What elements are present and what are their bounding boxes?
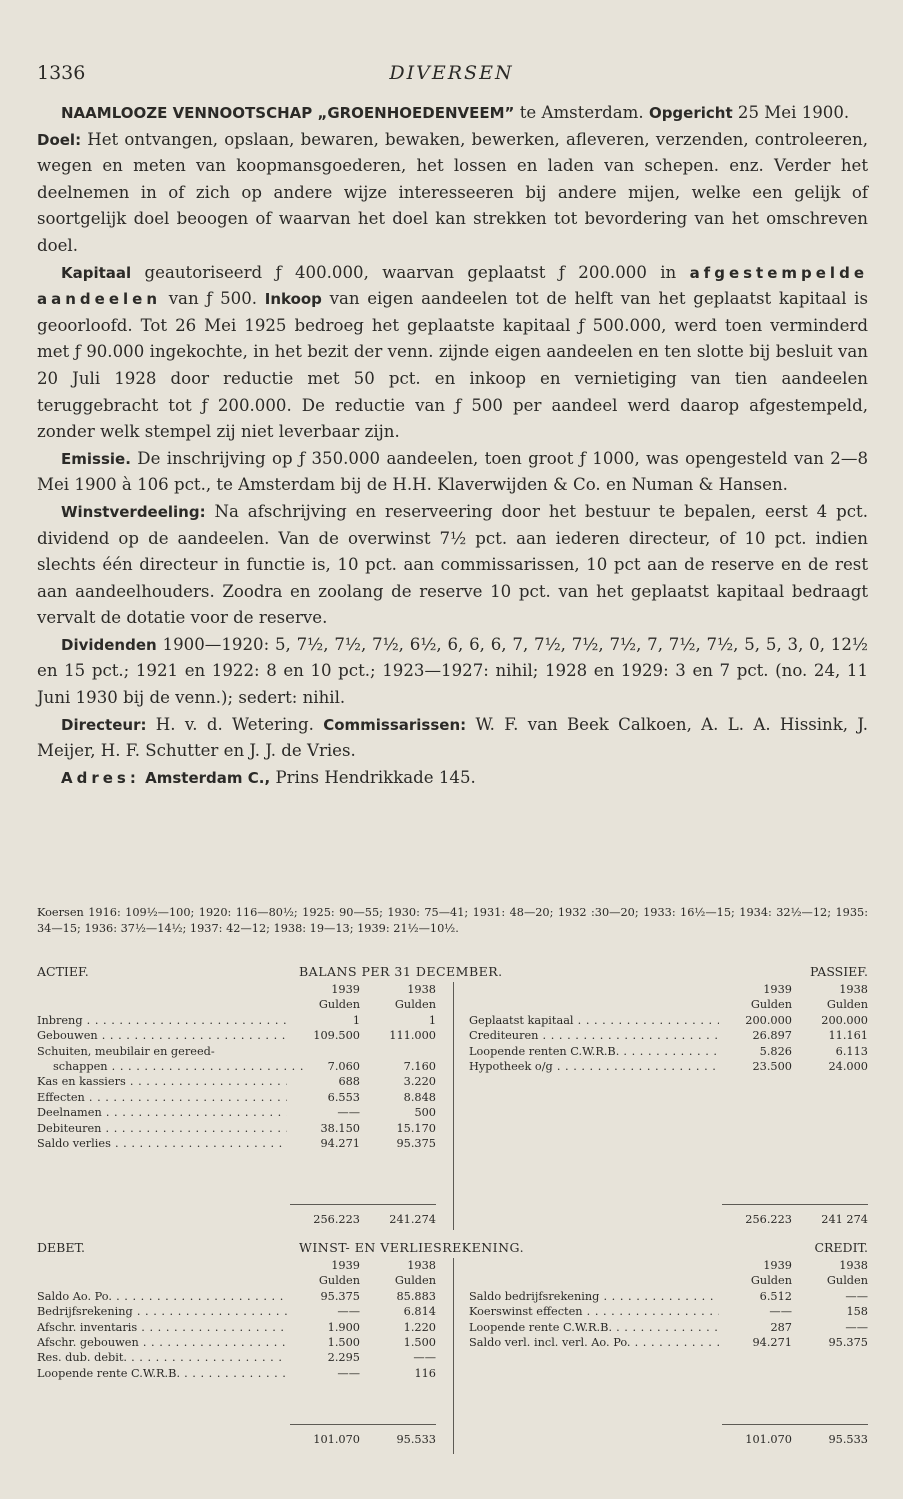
actief-row-value-1939: 109.500 (313, 1029, 360, 1043)
actief-row-value-1939: —— (337, 1106, 360, 1120)
actief-rows (37, 1013, 437, 1152)
debet-year-1939: 1939 (331, 1259, 360, 1272)
winst-divider (453, 1258, 454, 1454)
debet-row-value-1938: —— (413, 1351, 436, 1365)
actief-row-label: Debiteuren . . . (37, 1121, 287, 1136)
debet-row-label: Afschr. inventaris . . . (37, 1320, 287, 1335)
page-number: 1336 (37, 62, 86, 84)
actief-row (37, 1074, 437, 1089)
section-title: DIVERSEN (389, 62, 514, 84)
kapitaal-text-1: geautoriseerd ƒ 400.000, waarvan geplaatst ƒ 200.000 in (144, 262, 677, 282)
balans-table (37, 964, 868, 1232)
actief-row-value-1938: 95.375 (396, 1136, 436, 1150)
debet-row-label: Bedrijfsrekening . . . (37, 1304, 287, 1319)
actief-row-value-1939: 688 (338, 1075, 360, 1089)
emissie-text: De inschrijving op ƒ 350.000 aandeelen, toen groot ƒ 1000, was opengesteld van 2—8 Mei 1900 à 106 pct., te Amsterdam bij de H.H. Klaverwijden & Co. en Numan & Hansen. (37, 448, 869, 495)
actief-row-value-1938: 500 (414, 1106, 436, 1120)
winst-table (37, 1240, 868, 1458)
passief-row-label: Geplaatst kapitaal . . . (469, 1013, 719, 1028)
credit-year-1938: 1938 (839, 1259, 868, 1272)
debet-total-1939: 101.070 (313, 1433, 360, 1446)
passief-row-label: Crediteuren . . . (469, 1028, 719, 1043)
doel-label: Doel: (37, 130, 82, 149)
actief-row (37, 1013, 437, 1028)
actief-row (37, 1105, 437, 1120)
adres-city: Amsterdam C., (145, 768, 271, 787)
debet-unit-1938: Gulden (394, 1274, 436, 1288)
debet-side (37, 1258, 437, 1381)
actief-year-row (37, 982, 437, 997)
actief-row (37, 1028, 437, 1043)
adres-paragraph (37, 765, 868, 792)
credit-total-1938: 95.533 (828, 1433, 868, 1446)
actief-row-label: Deelnamen . . . (37, 1105, 287, 1120)
dividenden-label: Dividenden (61, 635, 157, 654)
commissarissen-text: W. F. van Beek Calkoen, A. L. A. Hissink, J. Meijer, H. F. Schutter en J. J. de Vries. (37, 714, 868, 761)
passief-unit-1939: Gulden (750, 998, 792, 1012)
actief-row (37, 1121, 437, 1136)
debet-row-value-1939: 1.900 (327, 1320, 360, 1334)
passief-year-1938: 1938 (839, 983, 868, 996)
debet-row (37, 1366, 437, 1381)
balans-divider (453, 982, 454, 1230)
passief-row (469, 1044, 868, 1059)
debet-row-value-1939: 1.500 (327, 1335, 360, 1349)
credit-row-label: Saldo verl. incl. verl. Ao. Po. . . . (469, 1335, 719, 1350)
actief-row-value-1939: 7.060 (327, 1059, 360, 1073)
debet-row-label: Afschr. gebouwen . . . (37, 1335, 287, 1350)
koersen-line: Koersen 1916: 109½—100; 1920: 116—80½; 1925: 90—55; 1930: 75—41; 1931: 48—20; 1932 :30—20; 1933: 16½—15; 1934: 32½—12; 1935: 34—15; 1936: 37½—14½; 1937: 42—12; 1938: 19—13; 1939: 21½—10½. (37, 906, 868, 935)
credit-row-value-1938: 158 (846, 1305, 868, 1319)
kapitaal-text-2: van ƒ 500. (168, 289, 258, 309)
debet-row-value-1938: 116 (414, 1366, 436, 1380)
credit-year-1939: 1939 (763, 1259, 792, 1272)
winst-right-title: CREDIT. (814, 1240, 868, 1255)
debet-row-value-1939: —— (337, 1305, 360, 1319)
actief-total-1939: 256.223 (313, 1213, 360, 1226)
emissie-label: Emissie. (61, 449, 131, 468)
passief-row-value-1939: 26.897 (752, 1029, 792, 1043)
credit-year-row (469, 1258, 868, 1273)
inkoop-label: Inkoop (264, 290, 322, 309)
credit-row-value-1939: 287 (770, 1320, 792, 1334)
debet-rows (37, 1289, 437, 1381)
debet-row-value-1938: 1.500 (403, 1335, 436, 1349)
company-name: NAAMLOOZE VENNOOTSCHAP „GROENHOEDENVEEM” (61, 104, 515, 122)
credit-total-1939: 101.070 (745, 1433, 792, 1446)
debet-row (37, 1335, 437, 1350)
winst-columns (37, 1258, 868, 1458)
actief-total-1938: 241.274 (389, 1213, 436, 1226)
dividenden-text: 1900—1920: 5, 7½, 7½, 7½, 6½, 6, 6, 6, 7, 7½, 7½, 7½, 7, 7½, 7½, 5, 5, 3, 0, 12½ en 15 pct.; 1921 en 1922: 8 en 10 pct.; 1923—1927: nihil; 1928 en 1929: 3 en 7 pct. (no. 24, 11 Juni 1930 bij de venn.); sedert: nihil. (37, 634, 868, 708)
actief-row-label: Saldo verlies . . . (37, 1136, 287, 1151)
credit-row-label: Koerswinst effecten . . . (469, 1304, 719, 1319)
passief-row-value-1938: 200.000 (821, 1013, 868, 1027)
passief-row-value-1938: 11.161 (828, 1029, 868, 1043)
credit-row-value-1939: —— (769, 1305, 792, 1319)
debet-row-value-1938: 85.883 (396, 1289, 436, 1303)
passief-unit-row (469, 997, 868, 1012)
balans-center-title: BALANS PER 31 DECEMBER. (299, 964, 503, 979)
adres-street: Prins Hendrikkade 145. (275, 767, 476, 787)
doel-text: Het ontvangen, opslaan, bewaren, bewaken, bewerken, afleveren, verzenden, controleeren, wegen en meten van koopmansgoederen, het lossen en laden van schepen. enz. Verder het deelnemen in of zich op andere wijze interesseeren bij andere mijen, welke een gelijk of soortgelijk doel beoogen of waarvan het doel kan strekken tot bevordering van het omschreven doel. (37, 129, 868, 255)
actief-unit-row (37, 997, 437, 1012)
debet-row-label: Loopende rente C.W.R.B. . . . (37, 1366, 287, 1381)
actief-row-value-1938: 15.170 (396, 1121, 436, 1135)
actief-row (37, 1059, 437, 1074)
actief-year-1938: 1938 (407, 983, 436, 996)
directeur-label: Directeur: (61, 715, 147, 734)
actief-unit-1938: Gulden (394, 998, 436, 1012)
winst-left-title: DEBET. (37, 1240, 85, 1255)
actief-row-label: schappen . . . (37, 1059, 303, 1074)
winst-header (37, 1240, 868, 1258)
actief-row-value-1939: 94.271 (320, 1136, 360, 1150)
actief-row-value-1939: 1 (352, 1013, 360, 1027)
debet-row-value-1939: 2.295 (327, 1351, 360, 1365)
actief-row-value-1938: 3.220 (403, 1075, 436, 1089)
actief-row-value-1938: 1 (428, 1013, 436, 1027)
winst-text: Na afschrijving en reserveering door het bestuur te bepalen, eerst 4 pct. dividend op de aandeelen. Van de overwinst 7½ pct. aan iederen directeur, of 10 pct. indien slechts één directeur in functie is, 10 pct. aan commissarissen, 10 pct aan de reserve en de rest aan aandeelhouders. Zoodra en zoolang de reserve 10 pct. van het geplaatst kapitaal bedraagt vervalt de dotatie voor de reserve. (37, 501, 868, 628)
actief-row (37, 1044, 437, 1059)
passief-unit-1938: Gulden (826, 998, 868, 1012)
credit-row-value-1939: 6.512 (759, 1289, 792, 1303)
debet-year-1938: 1938 (407, 1259, 436, 1272)
credit-row (469, 1304, 868, 1319)
commissarissen-label: Commissarissen: (323, 715, 467, 734)
credit-rows (469, 1289, 868, 1351)
winst-paragraph (37, 499, 868, 632)
actief-row-value-1939: 38.150 (320, 1121, 360, 1135)
actief-row-label: Schuiten, meubilair en gereed- (37, 1044, 215, 1058)
debet-row-value-1938: 6.814 (403, 1305, 436, 1319)
debet-total-rule (290, 1424, 436, 1425)
credit-unit-1938: Gulden (826, 1274, 868, 1288)
credit-row (469, 1320, 868, 1335)
debet-row (37, 1304, 437, 1319)
passief-total-1939: 256.223 (745, 1213, 792, 1226)
credit-row-label: Saldo bedrijfsrekening . . . (469, 1289, 719, 1304)
actief-side (37, 982, 437, 1151)
debet-row-value-1938: 1.220 (403, 1320, 436, 1334)
credit-row-value-1938: —— (845, 1289, 868, 1303)
debet-total-1938: 95.533 (396, 1433, 436, 1446)
passief-row-value-1939: 200.000 (745, 1013, 792, 1027)
kapitaal-label: Kapitaal (61, 263, 132, 282)
passief-rows (469, 1013, 868, 1075)
debet-row-label: Res. dub. debit. . . . (37, 1350, 287, 1365)
debet-row (37, 1350, 437, 1365)
company-entry (37, 100, 868, 791)
balans-header (37, 964, 868, 982)
actief-row-label: Effecten . . . (37, 1090, 287, 1105)
adres-label: Adres: (61, 768, 140, 787)
credit-row-value-1938: 95.375 (828, 1335, 868, 1349)
actief-row-label: Inbreng . . . (37, 1013, 287, 1028)
passief-row (469, 1059, 868, 1074)
passief-side (469, 982, 868, 1074)
dividenden-paragraph (37, 632, 868, 712)
bestuur-paragraph (37, 712, 868, 765)
credit-total-rule (722, 1424, 868, 1425)
actief-row-value-1938: 111.000 (389, 1029, 436, 1043)
balans-right-title: PASSIEF. (810, 964, 868, 979)
directeur-text: H. v. d. Wetering. (155, 714, 314, 734)
debet-unit-row (37, 1273, 437, 1288)
actief-row-value-1938: 7.160 (403, 1059, 436, 1073)
passief-row (469, 1028, 868, 1043)
passief-total-1938: 241 274 (821, 1213, 868, 1226)
credit-unit-1939: Gulden (750, 1274, 792, 1288)
passief-year-1939: 1939 (763, 983, 792, 996)
actief-row (37, 1136, 437, 1151)
founded-date: 25 Mei 1900. (737, 103, 850, 122)
doel-paragraph (37, 127, 868, 260)
kapitaal-paragraph (37, 260, 868, 446)
credit-unit-row (469, 1273, 868, 1288)
actief-row (37, 1090, 437, 1105)
debet-unit-1939: Gulden (318, 1274, 360, 1288)
debet-row-value-1939: 95.375 (320, 1289, 360, 1303)
company-heading (37, 100, 868, 127)
actief-row-value-1939: 6.553 (327, 1090, 360, 1104)
passief-row-value-1938: 6.113 (835, 1044, 868, 1058)
credit-row-label: Loopende rente C.W.R.B. . . . (469, 1320, 719, 1335)
balans-left-title: ACTIEF. (37, 964, 89, 979)
emissie-paragraph (37, 446, 868, 499)
running-header (37, 62, 866, 88)
credit-row-value-1939: 94.271 (752, 1335, 792, 1349)
passief-row-label: Loopende renten C.W.R.B. . . . (469, 1044, 719, 1059)
passief-year-row (469, 982, 868, 997)
debet-row (37, 1289, 437, 1304)
debet-row (37, 1320, 437, 1335)
credit-row (469, 1289, 868, 1304)
actief-unit-1939: Gulden (318, 998, 360, 1012)
actief-row-value-1938: 8.848 (403, 1090, 436, 1104)
actief-year-1939: 1939 (331, 983, 360, 996)
passief-row-value-1939: 5.826 (759, 1044, 792, 1058)
company-location: te Amsterdam. (519, 103, 644, 122)
kapitaal-spaced-text: afgestempelde aandeelen (37, 263, 868, 309)
credit-row-value-1938: —— (845, 1320, 868, 1334)
passief-row-value-1938: 24.000 (828, 1059, 868, 1073)
balans-columns (37, 982, 868, 1232)
debet-year-row (37, 1258, 437, 1273)
winst-label: Winstverdeeling: (61, 502, 206, 521)
founded-label: Opgericht (648, 104, 733, 122)
credit-side (469, 1258, 868, 1350)
passief-row-label: Hypotheek o/g . . . (469, 1059, 719, 1074)
actief-row-label: Gebouwen . . . (37, 1028, 287, 1043)
debet-row-value-1939: —— (337, 1366, 360, 1380)
debet-row-label: Saldo Ao. Po. . . . (37, 1289, 287, 1304)
credit-row (469, 1335, 868, 1350)
actief-row-label: Kas en kassiers . . . (37, 1074, 287, 1089)
actief-total-rule (290, 1204, 436, 1205)
passief-total-rule (722, 1204, 868, 1205)
passief-row-value-1939: 23.500 (752, 1059, 792, 1073)
inkoop-text: van eigen aandeelen tot de helft van het geplaatst kapitaal is geoorloofd. Tot 26 Mei 1925 bedroeg het geplaatste kapitaal ƒ 500.000, werd toen verminderd met ƒ 90.000 ingekochte, in het bezit der venn. zijnde eigen aandeelen en ten slotte bij besluit van 20 Juli 1928 door reductie met 50 pct. en inkoop en vernietiging van tien aandeelen teruggebracht tot ƒ 200.000. De reductie van ƒ 500 per aandeel werd daarop afgestempeld, zonder welk stempel zij niet leverbaar zijn. (37, 289, 868, 442)
winst-center-title: WINST- EN VERLIESREKENING. (299, 1240, 525, 1255)
passief-row (469, 1013, 868, 1028)
